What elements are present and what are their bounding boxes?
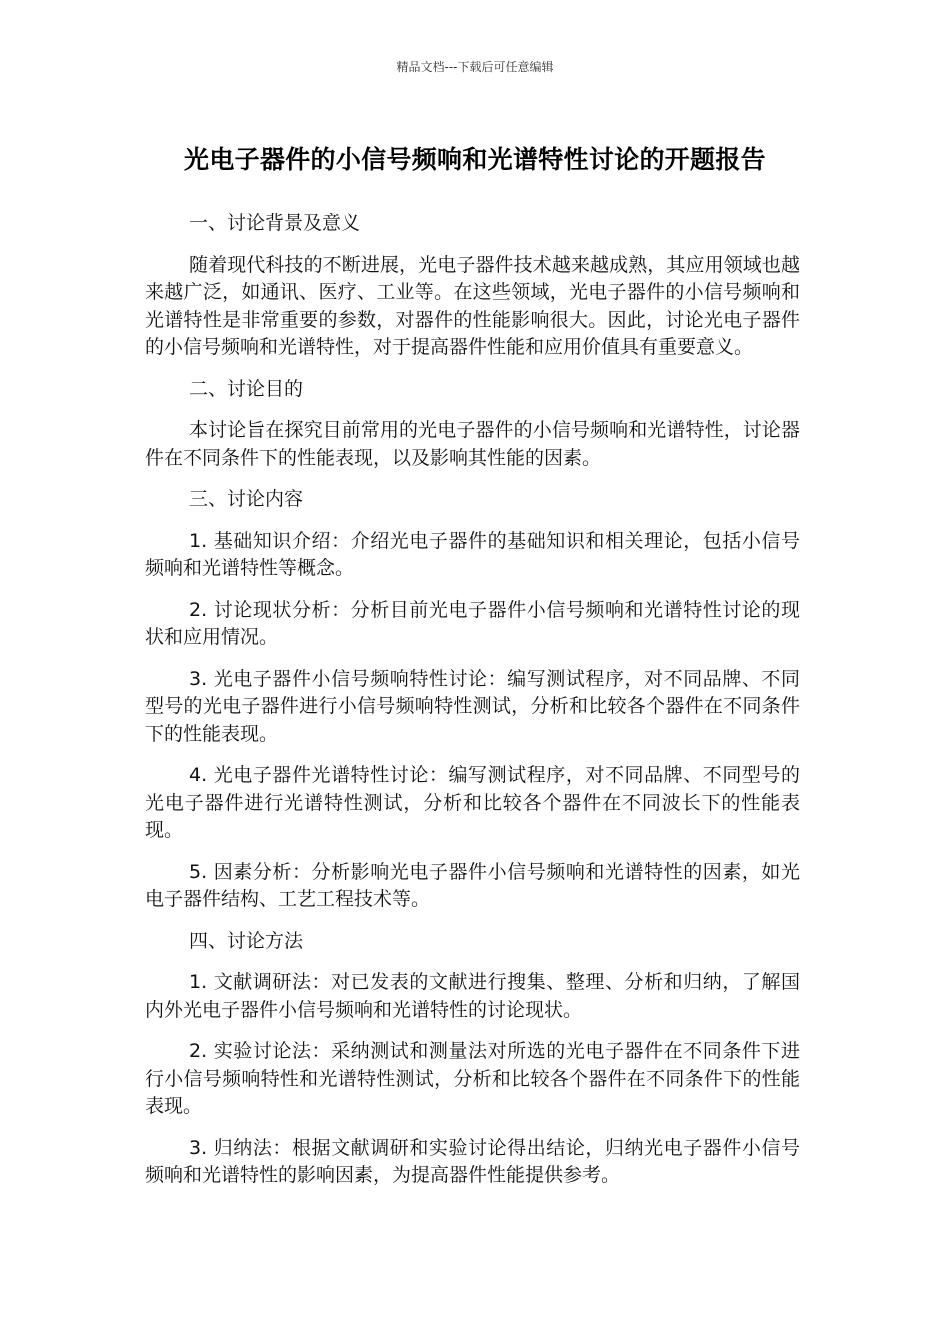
paragraph-background: 随着现代科技的不断进展，光电子器件技术越来越成熟，其应用领域也越来越广泛，如通讯、医疗、工业等。在这些领域，光电子器件的小信号频响和光谱特性是非常重要的参数，对器件的性能影响很大。因此，讨论光电子器件的小信号频响和光谱特性，对于提高器件性能和应用价值具有重要意义。	[145, 253, 800, 358]
content-item-5: 5. 因素分析：分析影响光电子器件小信号频响和光谱特性的因素，如光电子器件结构、工艺工程技术等。	[145, 860, 800, 910]
content-item-1: 1. 基础知识介绍：介绍光电子器件的基础知识和相关理论，包括小信号频响和光谱特性等概念。	[145, 529, 800, 579]
content-item-3: 3. 光电子器件小信号频响特性讨论：编写测试程序，对不同品牌、不同型号的光电子器件进行小信号频响特性测试，分析和比较各个器件在不同条件下的性能表现。	[145, 667, 800, 745]
content-item-2: 2. 讨论现状分析：分析目前光电子器件小信号频响和光谱特性讨论的现状和应用情况。	[145, 598, 800, 648]
method-item-2: 2. 实验讨论法：采纳测试和测量法对所选的光电子器件在不同条件下进行小信号频响特性和光谱特性测试，分析和比较各个器件在不同条件下的性能表现。	[145, 1040, 800, 1117]
method-item-1: 1. 文献调研法：对已发表的文献进行搜集、整理、分析和归纳，了解国内外光电子器件小信号频响和光谱特性的讨论现状。	[145, 971, 800, 1021]
header-note: 精品文档---下载后可任意编辑	[396, 60, 554, 74]
paragraph-purpose: 本讨论旨在探究目前常用的光电子器件的小信号频响和光谱特性，讨论器件在不同条件下的性能表现，以及影响其性能的因素。	[145, 419, 800, 469]
document-body	[145, 210, 800, 1204]
section-heading-content: 三、讨论内容	[189, 488, 304, 510]
document-title: 光电子器件的小信号频响和光谱特性讨论的开题报告	[184, 145, 766, 174]
content-item-4: 4. 光电子器件光谱特性讨论：编写测试程序，对不同品牌、不同型号的光电子器件进行光谱特性测试，分析和比较各个器件在不同波长下的性能表现。	[145, 764, 800, 841]
section-heading-background: 一、讨论背景及意义	[189, 212, 361, 234]
section-heading-methods: 四、讨论方法	[189, 929, 304, 952]
method-item-3: 3. 归纳法：根据文献调研和实验讨论得出结论，归纳光电子器件小信号频响和光谱特性的影响因素，为提高器件性能提供参考。	[145, 1136, 800, 1186]
section-heading-purpose: 二、讨论目的	[189, 377, 304, 400]
